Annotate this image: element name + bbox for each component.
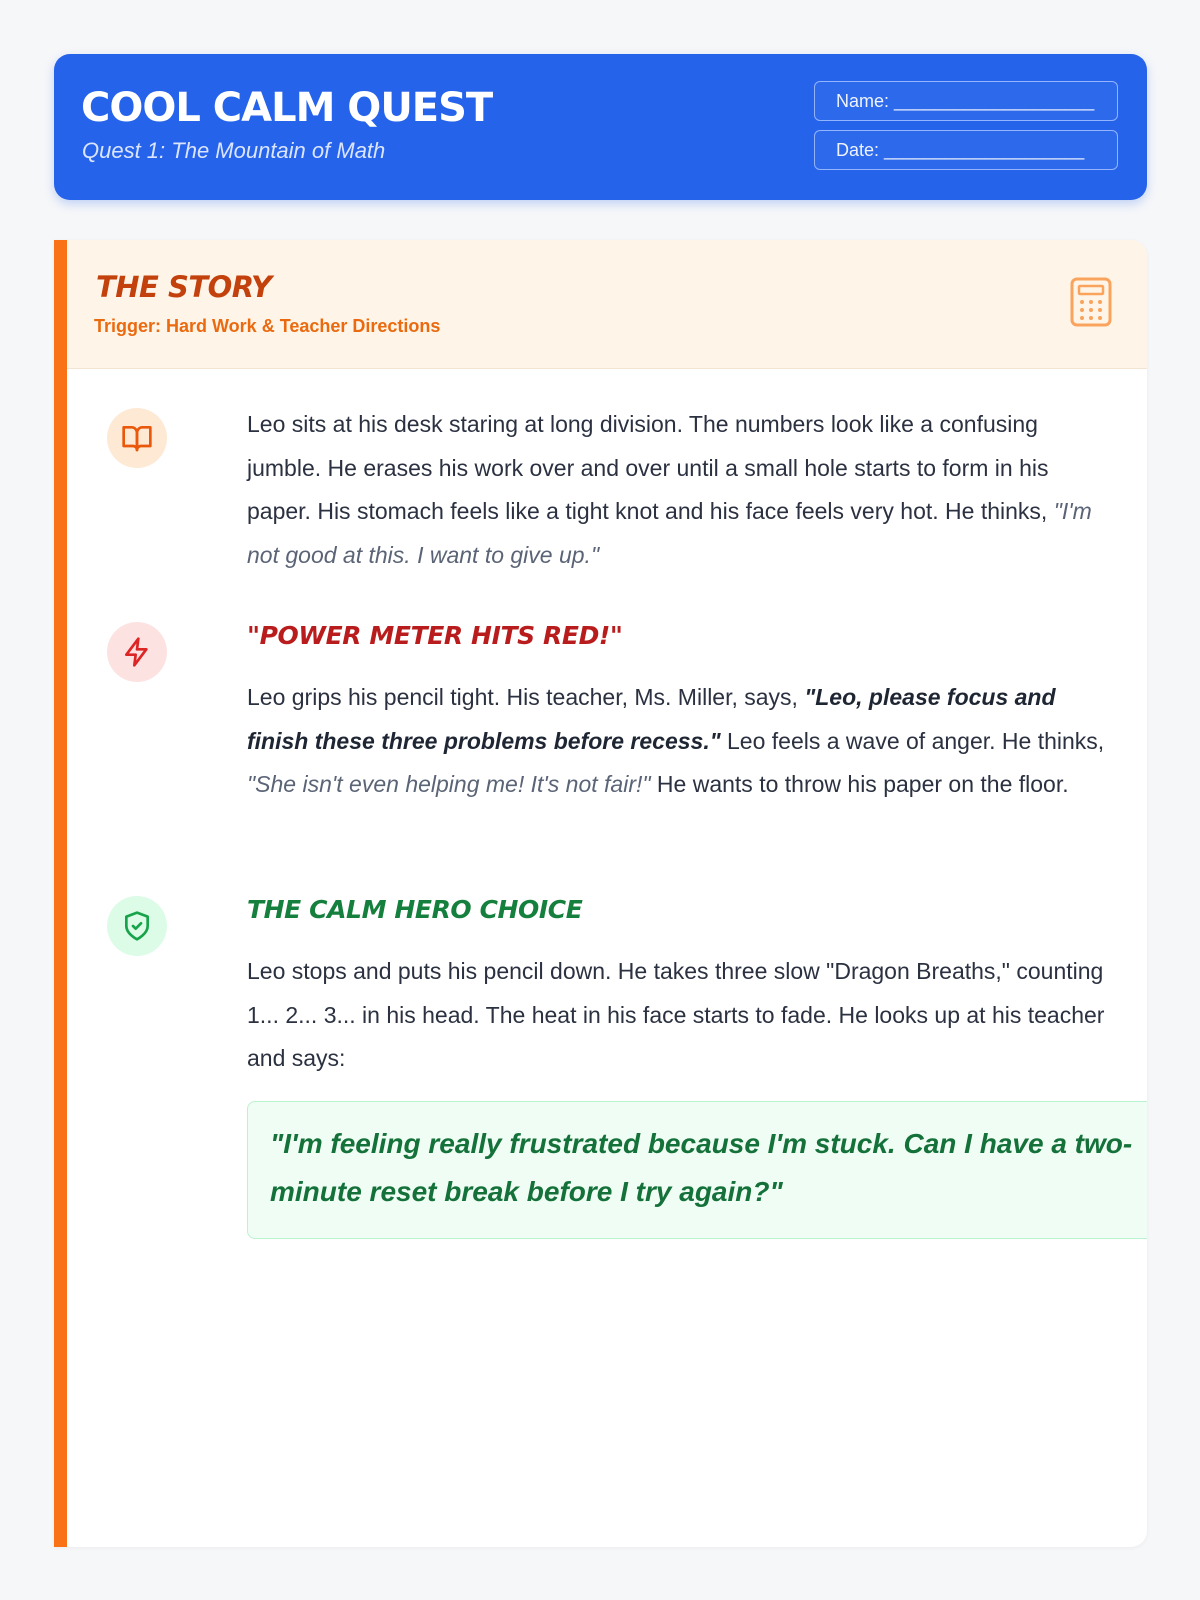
power-meter-text-before: Leo grips his pencil tight. His teacher, Ms. Miller, says, xyxy=(247,684,805,710)
power-meter-text-middle: Leo feels a wave of anger. He thinks, xyxy=(720,727,1105,754)
story-card xyxy=(54,240,1147,1547)
worksheet-title: COOL CALM QUEST xyxy=(81,85,493,131)
power-meter-text-after: He wants to throw his paper on the floor. xyxy=(650,771,1069,797)
date-field[interactable]: Date: ____________________ xyxy=(814,130,1118,170)
lightning-icon xyxy=(107,622,167,682)
accent-bar xyxy=(54,240,67,1547)
story-header xyxy=(67,240,1147,369)
calm-response-callout: "I'm feeling really frustrated because I'm stuck. Can I have a two-minute reset break before I try again?" xyxy=(247,1101,1147,1239)
book-open-icon xyxy=(107,408,167,468)
calculator-icon xyxy=(1069,276,1113,328)
intro-paragraph xyxy=(247,403,1107,577)
calm-hero-heading: THE CALM HERO CHOICE xyxy=(247,895,583,924)
calm-hero-paragraph: Leo stops and puts his pencil down. He takes three slow "Dragon Breaths," counting 1... 2... 3... in his head. The heat in his face starts to fade. He looks up at his teacher and says: xyxy=(247,958,1105,1071)
story-trigger: Trigger: Hard Work & Teacher Directions xyxy=(94,316,441,336)
worksheet-header xyxy=(54,54,1147,200)
intro-thought: "I'm not good at this. I want to give up." xyxy=(247,498,1092,568)
intro-text: Leo sits at his desk staring at long division. The numbers look like a confusing jumble. He erases his work over and over until a small hole starts to form in his paper. His stomach feels like a tight knot and his face feels very hot. He thinks, xyxy=(247,411,1054,524)
power-meter-paragraph xyxy=(247,676,1107,807)
story-title: THE STORY xyxy=(96,270,272,304)
leo-angry-thought: "She isn't even helping me! It's not fair!" xyxy=(247,771,651,797)
shield-check-icon xyxy=(107,896,167,956)
power-meter-heading: "POWER METER HITS RED!" xyxy=(247,621,623,650)
name-field[interactable]: Name: ____________________ xyxy=(814,81,1118,121)
teacher-quote: "Leo, please focus and finish these three problems before recess." xyxy=(247,684,1056,754)
quest-subtitle: Quest 1: The Mountain of Math xyxy=(82,138,386,163)
